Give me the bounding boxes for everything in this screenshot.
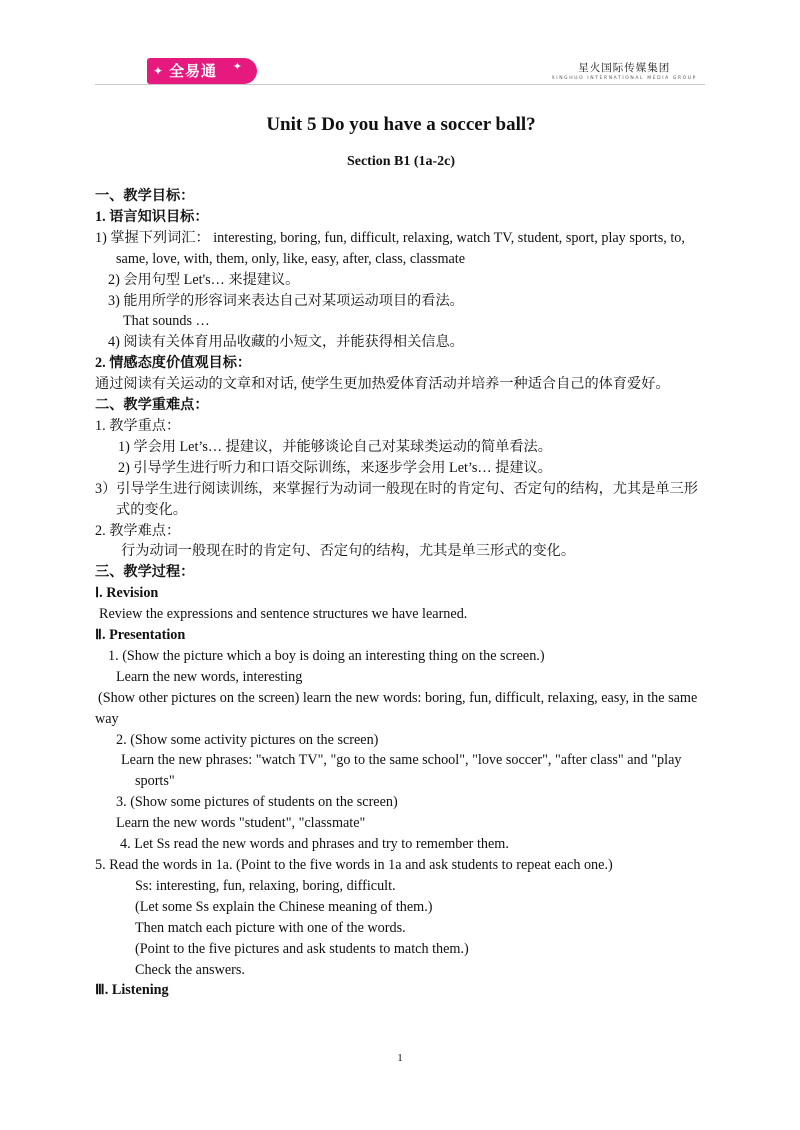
process-heading: 三、教学过程：	[95, 564, 195, 581]
focus-item-3: 3）引导学生进行阅读训练，来掌握行为动词一般现在时的肯定句、否定句的结构，尤其是单三形式的变化。	[95, 480, 698, 518]
presentation-step-1-more: (Show other pictures on the screen) learn the new words: boring, fun, difficult, relaxing, easy, in the same way	[95, 689, 698, 727]
objectives-heading: 一、教学目标：	[95, 188, 195, 204]
focus-heading: 1. 教学重点：	[95, 417, 181, 434]
focus-item-1: 1) 学会用 Let’s… 提建议，并能够谈论自己对某球类运动的简单看法。	[118, 438, 552, 455]
document-body	[95, 100, 707, 1001]
presentation-step-2-detail: Learn the new phrases: "watch TV", "go to the same school", "love soccer", "after class" and "play sports"	[121, 752, 682, 790]
presentation-heading: Ⅱ. Presentation	[95, 627, 186, 644]
presentation-step-5-d: (Point to the five pictures and ask students to match them.)	[135, 940, 469, 957]
revision-text: Review the expressions and sentence structures we have learned.	[99, 606, 468, 623]
objective-item-4: 4) 阅读有关体育用品收藏的小短文，并能获得相关信息。	[108, 334, 464, 351]
page-title: Unit 5 Do you have a soccer ball?	[266, 114, 536, 135]
publisher-mark	[552, 60, 697, 81]
objective-item-3: 3) 能用所学的形容词来表达自己对某项运动项目的看法。	[108, 292, 464, 309]
section-subtitle: Section B1 (1a-2c)	[346, 154, 456, 169]
presentation-step-1: 1. (Show the picture which a boy is doing an interesting thing on the screen.)	[108, 647, 545, 664]
page-number: 1	[397, 1052, 403, 1064]
presentation-step-5-c: Then match each picture with one of the words.	[135, 919, 406, 936]
sparkle-icon: ✦	[153, 64, 165, 78]
objective-item-2: 2) 会用句型 Let's… 来提建议。	[108, 271, 300, 288]
logo-text: 全易通	[169, 62, 218, 80]
presentation-step-5-a: Ss: interesting, fun, relaxing, boring, difficult.	[135, 877, 396, 894]
publisher-name: 星火国际传媒集团	[578, 62, 671, 74]
presentation-step-4: 4. Let Ss read the new words and phrases and try to remember them.	[120, 836, 509, 853]
emotion-objectives-text: 通过阅读有关运动的文章和对话, 使学生更加热爱体育活动并培养一种适合自己的体育爱好。	[95, 376, 670, 393]
presentation-step-5: 5. Read the words in 1a. (Point to the five words in 1a and ask students to repeat each one.)	[95, 857, 613, 873]
brand-logo	[147, 58, 257, 84]
focus-item-2: 2) 引导学生进行听力和口语交际训练，来逐步学会用 Let’s… 提建议。	[118, 459, 552, 476]
emotion-objectives-heading: 2. 情感态度价值观目标：	[95, 355, 252, 372]
presentation-step-5-b: (Let some Ss explain the Chinese meaning of them.)	[135, 898, 433, 915]
revision-heading: Ⅰ. Revision	[95, 585, 159, 602]
header-divider	[95, 84, 705, 85]
presentation-step-3: 3. (Show some pictures of students on the screen)	[116, 794, 398, 811]
listening-heading: Ⅲ. Listening	[95, 982, 169, 999]
objective-item-3-example: That sounds …	[123, 313, 210, 330]
objective-item-1: 1) 掌握下列词汇： interesting, boring, fun, difficult, relaxing, watch TV, student, sport, play sports, to, same, love, with, them, only, like, easy, after, class, classmate	[95, 229, 685, 267]
difficulty-heading: 2. 教学难点：	[95, 522, 181, 539]
presentation-step-3-detail: Learn the new words "student", "classmate"	[116, 815, 366, 832]
publisher-name-en: XINGHUO INTERNATIONAL MEDIA GROUP	[551, 76, 697, 81]
difficulty-text: 行为动词一般现在时的肯定句、否定句的结构，尤其是单三形式的变化。	[121, 543, 576, 560]
language-objectives-heading: 1. 语言知识目标：	[95, 208, 209, 225]
presentation-step-1-detail: Learn the new words, interesting	[116, 668, 303, 685]
presentation-step-2: 2. (Show some activity pictures on the screen)	[116, 731, 379, 748]
key-points-heading: 二、教学重难点：	[95, 397, 209, 414]
star-icon: ✦	[232, 60, 243, 73]
presentation-step-5-e: Check the answers.	[135, 961, 245, 978]
